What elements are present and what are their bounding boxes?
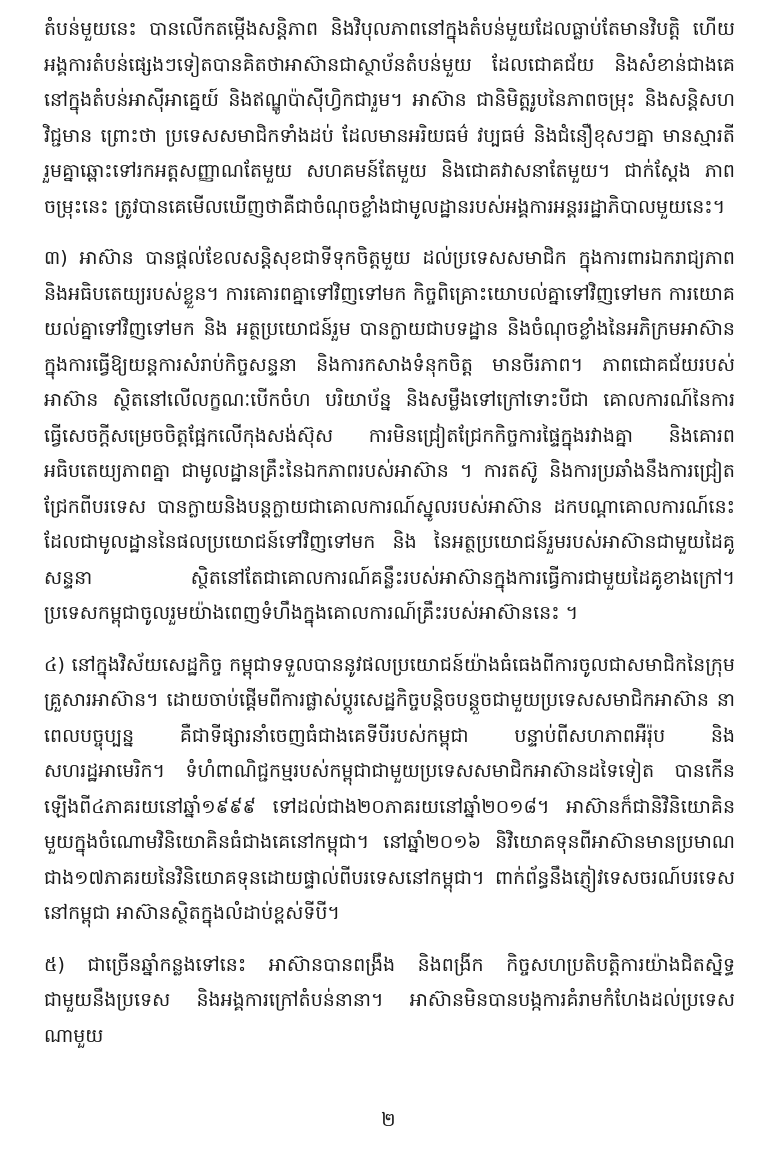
paragraph-continuation: តំបន់មួយនេះ បានលើកតម្កើងសន្តិភាព និងវិបុលភាពនៅក្នុងតំបន់មួយដែលធ្លាប់តែមានវិបត្តិ ហើយ អង្គការតំបន់ផ្សេងៗទៀតបានគិតថាអាស៊ានជាស្ថាប័នតំបន់មួយ ដែលជោគជ័យ និងសំខាន់ជាងគេ នៅក្នុងតំបន់អាស៊ីអាគ្នេយ៍ និងឥណ្ឌូប៉ាស៊ីហ្វិកជារួម។ អាស៊ាន ជានិមិត្តរូបនៃភាពចម្រុះ និងសន្តិសហវិជ្ជមាន ព្រោះថា ប្រទេសសមាជិកទាំងដប់ ដែលមានអរិយធម៌ វប្បធម៌ និងជំនឿខុសៗគ្នា មានស្មារតីរួមគ្នាឆ្ពោះទៅរកអត្តសញ្ញាណតែមួយ សហគមន៍តែមួយ និងជោគវាសនាតែមួយ។ ជាក់ស្តែង ភាពចម្រុះនេះ ត្រូវបានគេមើលឃើញថាគឺជាចំណុចខ្លាំងជាមូលដ្ឋានរបស់អង្គការអន្តររដ្ឋាភិបាលមួយនេះ។ <box>44 18 735 218</box>
paragraph-point-5: ៥) ជាច្រើនឆ្នាំកន្លងទៅនេះ អាស៊ានបានពង្រឹង និងពង្រីក កិច្ចសហប្រតិបត្តិការយ៉ាងជិតស្និទ្ធជាមួយនឹងប្រទេស និងអង្គការក្រៅតំបន់នានា។ អាស៊ានមិនបានបង្កការគំរាមកំហែងដល់ប្រទេសណាមួយ <box>44 953 735 1047</box>
page-number: ២ <box>381 1109 396 1131</box>
paragraph-point-4: ៤) នៅក្នុងវិស័យសេដ្ឋកិច្ច កម្ពុជាទទួលបាននូវផលប្រយោជន៍យ៉ាងធំធេងពីការចូលជាសមាជិកនៃក្រុមគ្រួសារអាស៊ាន។ ដោយចាប់ផ្តើមពីការផ្លាស់ប្តូរសេដ្ឋកិច្ចបន្តិចបន្តួចជាមួយប្រទេសសមាជិកអាស៊ាន នាពេលបច្ចុប្បន្ន គឺជាទីផ្សារនាំចេញធំជាងគេទីបីរបស់កម្ពុជា បន្ទាប់ពីសហភាពអឺរ៉ុប និងសហរដ្ឋអាមេរិក។ ទំហំពាណិជ្ជកម្មរបស់កម្ពុជាជាមួយប្រទេសសមាជិកអាស៊ានដទៃទៀត បានកើនឡើងពី៤ភាគរយនៅឆ្នាំ១៩៩៩ ទៅដល់ជាង២០ភាគរយនៅឆ្នាំ២០១៨។ អាស៊ានក៏ជានិវិនិយោគិនមួយក្នុងចំណោមវិនិយោគិនធំជាងគេនៅកម្ពុជា។ នៅឆ្នាំ២០១៦ និវិយោគទុនពីអាស៊ានមានប្រមាណជាង១៧ភាគរយនៃវិនិយោគទុនដោយផ្ទាល់ពីបរទេសនៅកម្ពុជា។ ពាក់ព័ន្ធនឹងភ្ញៀវទេសចរណ៍បរទេសនៅកម្ពុជា អាស៊ានស្ថិតក្នុងលំដាប់ខ្ពស់ទីបី។ <box>44 653 735 924</box>
paragraph-point-3: ៣) អាស៊ាន បានផ្តល់ខែលសន្តិសុខជាទីទុកចិត្តមួយ ដល់ប្រទេសសមាជិក ក្នុងការពារឯករាជ្យភាព និងអធិបតេយ្យរបស់ខ្លួន។ ការគោរពគ្នាទៅវិញទៅមក កិច្ចពិគ្រោះយោបល់គ្នាទៅវិញទៅមក ការយោគយល់គ្នាទៅវិញទៅមក និង អត្ថប្រយោជន៍រួម បានក្លាយជាបទដ្ឋាន និងចំណុចខ្លាំងនៃអភិក្រមអាស៊ាន ក្នុងការធ្វើឱ្យយន្តការសំរាប់កិច្ចសន្ទនា និងការកសាងទំនុកចិត្ត មានចីរភាព។ ភាពជោគជ័យរបស់អាស៊ាន ស្ថិតនៅលើលក្ខណៈបើកចំហ បរិយាប័ន្ន និងសម្លឹងទៅក្រៅទោះបីជា គោលការណ៍នៃការធ្វើសេចក្តីសម្រេចចិត្តផ្អែកលើកុងសង់ស៊ុស ការមិនជ្រៀតជ្រែកកិច្ចការផ្ទៃក្នុងរវាងគ្នា និងគោរពអធិបតេយ្យភាពគ្នា ជាមូលដ្ឋានគ្រឹះនៃឯកភាពរបស់អាស៊ាន ។ ការតស៊ូ និងការប្រឆាំងនឹងការជ្រៀតជ្រែកពីបរទេស បានក្លាយនិងបន្តក្លាយជាគោលការណ៍ស្នូលរបស់អាស៊ាន ដកបណ្តាគោលការណ៍នេះដែលជាមូលដ្ឋាននៃផលប្រយោជន៍ទៅវិញទៅមក និង នៃអត្ថប្រយោជន៍រួមរបស់អាស៊ានជាមួយដៃគូសន្ទនា ស្ថិតនៅតែជាគោលការណ៍គន្លឹះរបស់អាស៊ានក្នុងការធ្វើការជាមួយដៃគូខាងក្រៅ។ ប្រទេសកម្ពុជាចូលរួមយ៉ាងពេញទំហឹងក្នុងគោលការណ៍គ្រឹះរបស់អាស៊ាននេះ ។ <box>44 247 735 624</box>
